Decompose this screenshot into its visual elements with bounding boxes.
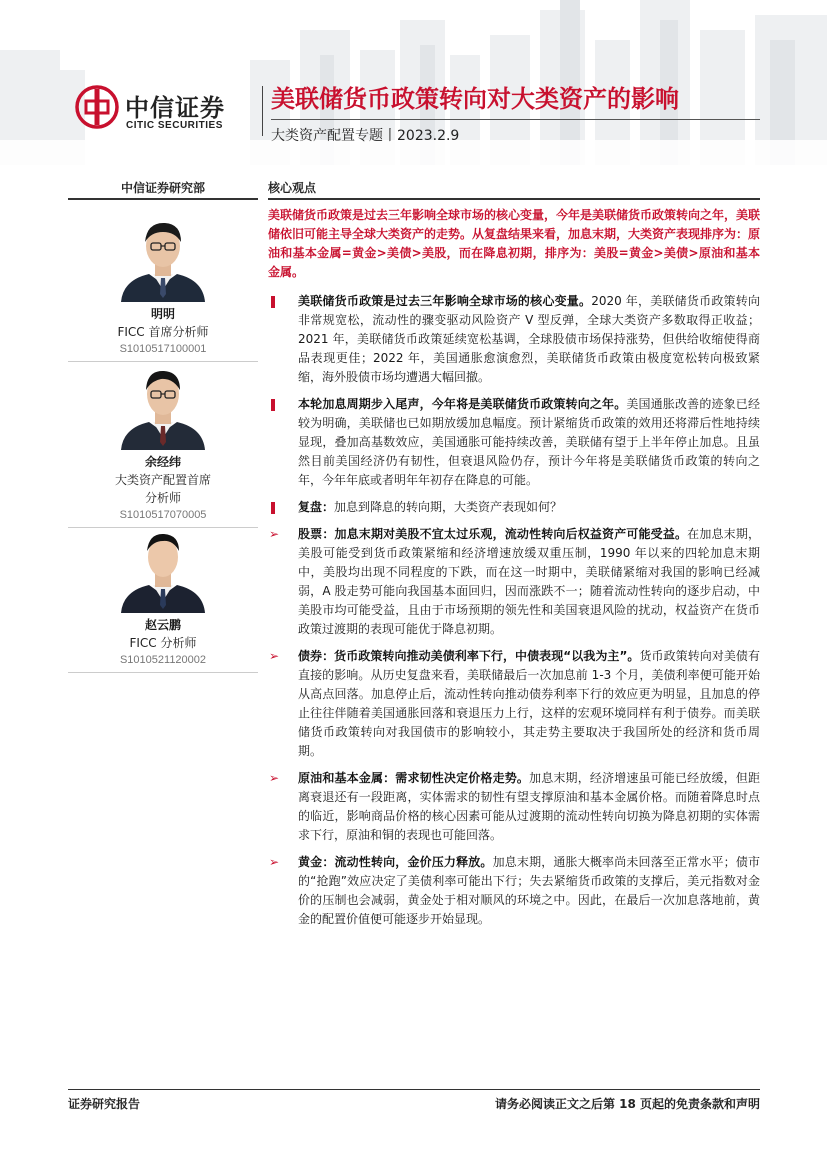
key-point-paragraph [268, 292, 760, 387]
red-bar-bullet-icon [271, 502, 275, 514]
sidebar-heading-rule [68, 198, 258, 200]
analyst-license: S1010521120002 [119, 654, 207, 666]
main-heading-rule [268, 198, 760, 200]
paragraph-body: 货币政策转向对美债有直接的影响。从历史复盘来看，美联储最后一次加息前 1-3 个月，美债利率便可能开始从高点回落。加息停止后，流动性转向推动债券利率下行的效应更为明显，且加息的停止往往伴随着美国通胀回落和衰退压力上行，这样的宏观环境同样有利于债券。而美联储货币政策转向对我国债市的影响较小，其走势主要取决于我国所处的经济和货币周期。 [298, 649, 760, 758]
main-heading: 核心观点 [268, 181, 317, 195]
core-views [268, 206, 760, 937]
analyst-rule [68, 672, 258, 673]
arrow-bullet-icon: ➢ [269, 649, 280, 663]
paragraph-lead: 股票：加息末期对美股不宜太过乐观，流动性转向后权益资产可能受益。 [298, 527, 688, 541]
analyst-card [68, 523, 258, 673]
analyst-license: S1010517100001 [119, 343, 207, 355]
arrow-bullet-icon: ➢ [269, 771, 280, 785]
analyst-role: 大类资产配置首席 [114, 473, 211, 487]
logo-text-cn: 中信证券 [125, 94, 225, 122]
paragraph-body: 加息末期，经济增速虽可能已经放缓，但距离衰退还有一段距离，实体需求的韧性有望支撑原油和基本金属价格。而随着降息时点的临近，影响商品价格的核心因素可能从过渡期的流动性转向切换为降息初期的实体需求下行，原油和铜的表现也可能回落。 [298, 771, 760, 842]
logo-text-en: CITIC SECURITIES [126, 120, 223, 131]
report-title: 美联储货币政策转向对大类资产的影响 [271, 85, 679, 113]
title-rule [271, 119, 760, 120]
analyst-name: 明明 [150, 307, 175, 321]
red-bar-bullet-icon [271, 296, 275, 308]
key-point-paragraph [268, 769, 760, 845]
paragraph-lead: 美联储货币政策是过去三年影响全球市场的核心变量。 [298, 294, 592, 308]
key-point-paragraph [268, 395, 760, 490]
analyst-photo-icon [113, 523, 213, 613]
analyst-role: 分析师 [144, 491, 181, 505]
key-point-paragraph [268, 498, 760, 517]
paragraph-lead: 债券：货币政策转向推动美债利率下行，中债表现“以我为主”。 [298, 649, 640, 663]
analyst-photo-icon [113, 360, 213, 450]
analyst-role: FICC 首席分析师 [117, 325, 209, 339]
analyst-photo-icon [113, 212, 213, 302]
sidebar-heading: 中信证券研究部 [120, 181, 205, 195]
paragraph-body: 2020 年，美联储货币政策转向非常规宽松，流动性的骤变驱动风险资产 V 型反弹，全球大类资产多数取得正收益；2021 年，美联储货币政策延续宽松基调，全球股债市场保持涨势，但供给收缩使得商品表现更佳；2022 年，美国通胀愈演愈烈，美联储货币政策由极度宽松转向极致紧缩，海外股债市场均遭遇大幅回撤。 [298, 294, 760, 384]
header-divider [262, 86, 263, 136]
report-subtitle: 大类资产配置专题丨2023.2.9 [271, 128, 460, 144]
analyst-card [68, 360, 258, 528]
paragraph-body: 在加息末期，美股可能受到货币政策紧缩和经济增速放缓双重压制，1990 年以来的四轮加息末期中，美股均出现不同程度的下跌，而在这一时期中，美联储紧缩对我国的影响已经减弱，A 股走势可能向我国基本面回归，因而涨跌不一；随着流动性转向的逐步启动，中美股市均可能受益，且由于市场预期的领先性和美国衰退风险的扰动，权益资产在货币政策过渡期的表现可能优于降息初期。 [298, 527, 760, 636]
paragraph-list [268, 292, 760, 929]
red-bar-bullet-icon [271, 399, 275, 411]
analyst-license: S1010517070005 [119, 509, 207, 521]
paragraph-lead: 本轮加息周期步入尾声，今年将是美联储货币政策转向之年。 [298, 397, 627, 411]
paragraph-body: 美国通胀改善的迹象已经较为明确，美联储也已如期放缓加息幅度。预计紧缩货币政策的效用还将滞后性地持续显现，叠加高基数效应，美国通胀可能持续改善，美联储有望于上半年停止加息。且虽然目前美国经济仍有韧性，但衰退风险仍存，预计今年将是美联储货币政策的转向之年，今年年底或者明年年初存在降息的可能。 [298, 397, 760, 487]
footer-label: 证券研究报告 [68, 1097, 141, 1111]
key-point-paragraph [268, 853, 760, 929]
footer-rule [68, 1089, 760, 1090]
arrow-bullet-icon: ➢ [269, 527, 280, 541]
key-point-paragraph [268, 525, 760, 639]
paragraph-body: 加息到降息的转向期，大类资产表现如何？ [334, 500, 563, 514]
analyst-name: 赵云鹏 [144, 618, 181, 632]
citic-logo-icon [75, 85, 119, 129]
summary-text: 美联储货币政策是过去三年影响全球市场的核心变量，今年是美联储货币政策转向之年，美联储依旧可能主导全球大类资产的走势。从复盘结果来看，加息末期，大类资产表现排序为：原油和基本金属=黄金>美债>美股，而在降息初期，排序为：美股=黄金>美债>原油和基本金属。 [268, 208, 761, 279]
analyst-card [68, 212, 258, 362]
footer-disclaimer: 请务必阅读正文之后第 18 页起的免责条款和声明 [494, 1097, 760, 1111]
paragraph-lead: 复盘： [298, 500, 335, 514]
paragraph-body: 加息末期，通胀大概率尚未回落至正常水平；债市的“抢跑”效应决定了美债利率可能出下行；失去紧缩货币政策的支撑后，美元指数对金价的压制也会减弱，黄金处于相对顺风的环境之中。因此，在最后一次加息落地前，黄金的配置价值便可能逐步开始显现。 [298, 855, 760, 926]
analyst-role: FICC 分析师 [129, 636, 197, 650]
analyst-name: 余经纬 [144, 455, 181, 469]
paragraph-lead: 黄金：流动性转向，金价压力释放。 [298, 855, 493, 869]
arrow-bullet-icon: ➢ [269, 855, 280, 869]
key-point-paragraph [268, 647, 760, 761]
paragraph-lead: 原油和基本金属：需求韧性决定价格走势。 [298, 771, 530, 785]
